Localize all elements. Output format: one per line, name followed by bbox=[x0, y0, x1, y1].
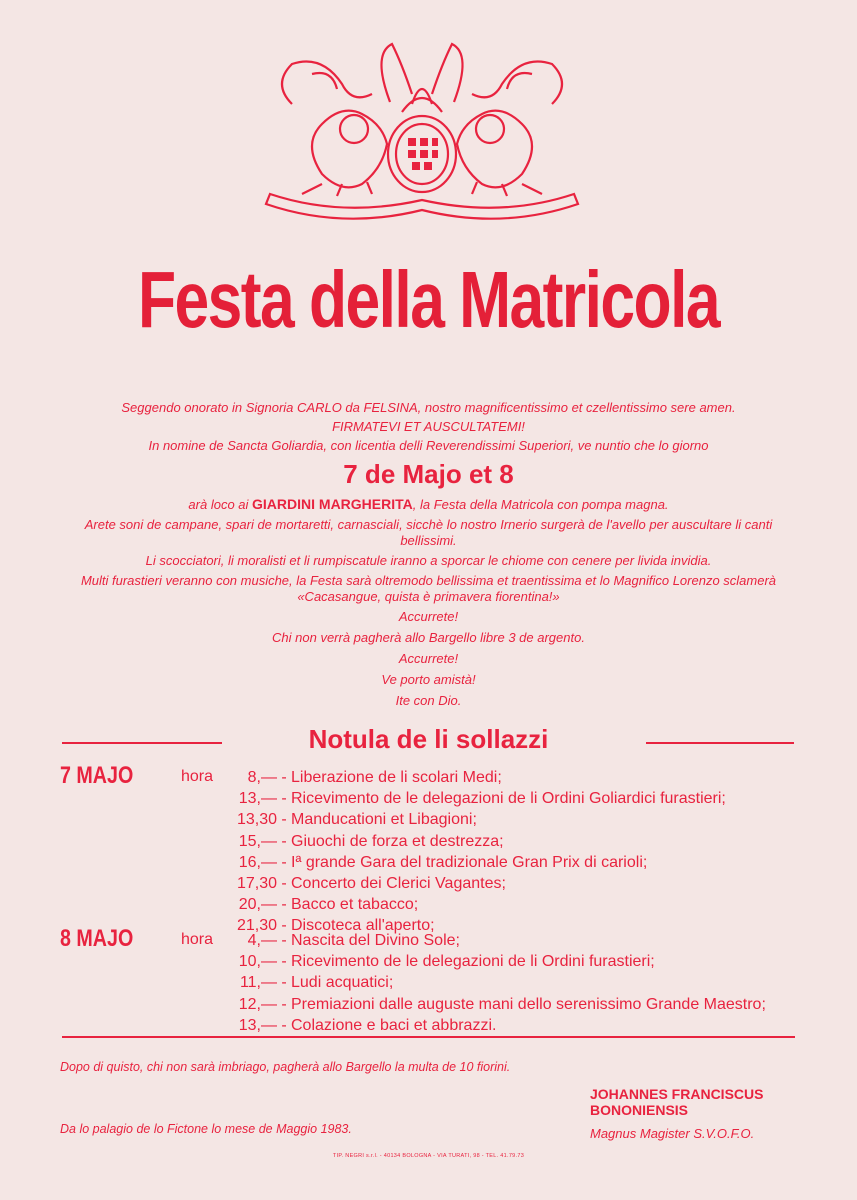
hora-label: hora bbox=[181, 768, 214, 785]
signer-role: Magnus Magister S.V.O.F.O. bbox=[590, 1126, 755, 1141]
proclamation-body bbox=[70, 496, 787, 714]
schedule-row: 13,30 - Manducationi et Libagioni; bbox=[236, 811, 477, 829]
schedule-row: 21,30 - Discoteca all'aperto; bbox=[236, 917, 435, 935]
location-prefix: arà loco ai bbox=[188, 497, 253, 512]
schedule-row: 13,— - Colazione e baci et abbrazzi. bbox=[238, 1016, 497, 1034]
divider bbox=[62, 1036, 795, 1038]
closing-line: Chi non verrà pagherà allo Bargello libre 3 de argento. bbox=[272, 630, 585, 645]
day-label-8-majo: 8 MAJO bbox=[60, 925, 134, 952]
crest-emblem-icon bbox=[262, 34, 582, 230]
footnote: Dopo di quisto, chi non sarà imbriago, pagherà allo Bargello la multa de 10 fiorini. bbox=[60, 1060, 511, 1074]
location-place: GIARDINI MARGHERITA bbox=[252, 496, 413, 512]
schedule-row: 4,— - Nascita del Divino Sole; bbox=[247, 932, 460, 949]
closing-line: Ve porto amistà! bbox=[381, 672, 476, 687]
schedule-day2 bbox=[215, 930, 766, 1036]
schedule-row: 10,— - Ricevimento de le delegazioni de li Ordini furastieri; bbox=[238, 953, 655, 971]
schedule-row: 16,— - Iª grande Gara del tradizionale Gran Prix di carioli; bbox=[238, 853, 648, 871]
schedule-row: 20,— - Bacco et tabacco; bbox=[238, 896, 419, 914]
schedule-row: 11,— - Ludi acquatici; bbox=[239, 974, 394, 992]
event-date-headline: 7 de Majo et 8 bbox=[343, 459, 514, 489]
closing-line: Accurrete! bbox=[398, 609, 459, 624]
section-title: Notula de li sollazzi bbox=[308, 724, 549, 754]
signer-name-line2: BONONIENSIS bbox=[590, 1102, 689, 1118]
schedule-day1 bbox=[215, 767, 726, 937]
schedule-row: 13,— - Ricevimento de le delegazioni de li Ordini Goliardici furastieri; bbox=[238, 790, 726, 808]
closing-line: Accurrete! bbox=[398, 651, 459, 666]
intro-line: Seggendo onorato in Signoria CARLO da FELSINA, nostro magnificentissimo et czellentissimo sere amen. bbox=[121, 400, 736, 415]
printer-credit: TIP. NEGRI s.r.l. - 40134 BOLOGNA - VIA TURATI, 98 - TEL. 41.79.73 bbox=[332, 1153, 525, 1159]
signer-name-line1: JOHANNES FRANCISCUS bbox=[590, 1086, 764, 1102]
location-suffix: , la Festa della Matricola con pompa magna. bbox=[412, 497, 669, 512]
closing-line: Ite con Dio. bbox=[395, 693, 462, 708]
paragraph: Multi furastieri veranno con musiche, la Festa sarà oltremodo bellissima et traentissima et lo Magnifico Lorenzo sclamerà «Cacasangue, quista è primavera fiorentina!» bbox=[80, 573, 777, 604]
intro-line: FIRMATEVI ET AUSCULTATEMI! bbox=[332, 419, 525, 434]
closing-lines bbox=[70, 609, 787, 709]
place-date: Da lo palagio de lo Fictone lo mese de Maggio 1983. bbox=[60, 1122, 352, 1136]
schedule-row: 12,— - Premiazioni dalle auguste mani dello serenissimo Grande Maestro; bbox=[238, 995, 766, 1013]
schedule-row: 8,— - Liberazione de li scolari Medi; bbox=[247, 769, 502, 786]
schedule-row: 15,— - Giuochi de forza et destrezza; bbox=[238, 832, 504, 850]
location-line bbox=[70, 496, 787, 513]
hora-label: hora bbox=[181, 931, 214, 948]
paragraph: Arete soni de campane, spari de mortaretti, carnasciali, sicchè lo nostro Irnerio surgerà de l'avello per auscultare li canti bellissimi. bbox=[84, 517, 773, 548]
intro-text bbox=[60, 398, 797, 455]
paragraph: Li scocciatori, li moralisti et li rumpiscatule iranno a sporcar le chiome con cenere per livida invidia. bbox=[145, 553, 712, 568]
poster-title: Festa della Matricola bbox=[137, 255, 720, 344]
schedule-row: 17,30 - Concerto dei Clerici Vagantes; bbox=[236, 875, 506, 893]
intro-line: In nomine de Sancta Goliardia, con licentia delli Reverendissimi Superiori, ve nuntio che lo giorno bbox=[148, 438, 709, 453]
signature-block bbox=[590, 1086, 763, 1141]
day-label-7-majo: 7 MAJO bbox=[60, 762, 134, 789]
